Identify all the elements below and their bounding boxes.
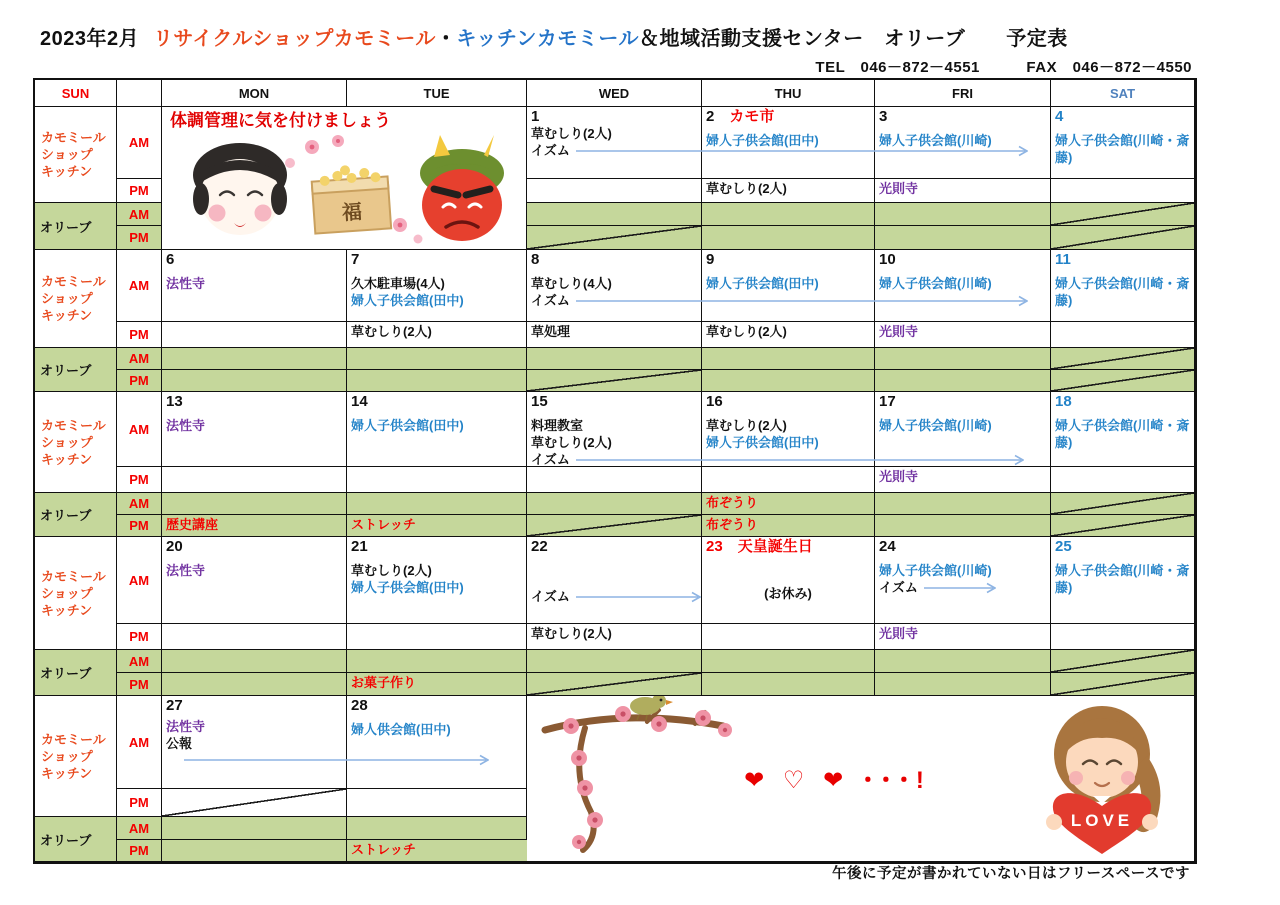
setsubun-illustration (162, 133, 520, 249)
schedule-entry: 法性寺 (166, 719, 206, 734)
date-number: 7 (351, 251, 360, 268)
calendar-cell-fri-am (875, 537, 1051, 624)
schedule-entry: 婦人子供会館(田中) (706, 435, 819, 450)
schedule-entry: 婦人子供会館(田中) (706, 276, 819, 291)
continuation-arrow-icon (924, 582, 996, 594)
date-number: 22 (531, 538, 548, 555)
title-shop1: リサイクルショップカモミール (153, 28, 436, 50)
calendar-cell-mon-oam (162, 650, 347, 673)
calendar-cell-tue-am (347, 250, 527, 322)
schedule-entry: 草むしり(4人) (531, 276, 612, 291)
date-number: 16 (706, 393, 723, 410)
calendar-cell-thu-am (702, 250, 875, 322)
day-header-thu: THU (702, 80, 875, 107)
calendar-cell-thu-am (702, 537, 875, 624)
date-number: 17 (879, 393, 896, 410)
calendar-cell-mon-opm (162, 515, 347, 537)
date-number: 28 (351, 697, 368, 714)
calendar-cell-sat-pm (1051, 322, 1195, 348)
calendar-cell-thu-pm (702, 624, 875, 650)
date-number: 15 (531, 393, 548, 410)
ampm-label: PM (117, 370, 162, 392)
schedule-entry: 婦人子供会館(川崎・斎藤) (1055, 133, 1190, 165)
title-rest: ＆地域活動支援センター オリーブ 予定表 (639, 28, 1068, 50)
bean-box-icon (311, 162, 391, 233)
calendar-cell-mon-pm (162, 624, 347, 650)
row-label-kamomile: カモミール ショップ キッチン (35, 250, 117, 348)
day-header-sat: SAT (1051, 80, 1195, 107)
schedule-entry: 光則寺 (879, 324, 919, 339)
schedule-entry: イズム (531, 451, 697, 468)
otafuku-face-icon (193, 143, 287, 235)
schedule-entry: 婦人子供会館(川崎・斎藤) (1055, 418, 1190, 450)
schedule-entry: 婦人子供会館(川崎) (879, 133, 992, 148)
calendar-cell-tue-pm (347, 789, 527, 817)
calendar-cell-wed-opm (527, 370, 702, 392)
ampm-label: PM (117, 624, 162, 650)
ampm-label: AM (117, 203, 162, 226)
calendar-cell-fri-pm (875, 179, 1051, 203)
schedule-entry: 法性寺 (166, 276, 206, 291)
calendar-cell-tue-pm (347, 467, 527, 493)
calendar-cell-sat-oam (1051, 650, 1195, 673)
calendar-cell-wed-oam (527, 348, 702, 370)
calendar-cell-mon-am (162, 696, 347, 789)
schedule-entry: 草むしり(2人) (351, 563, 432, 578)
schedule-entry: 光則寺 (879, 181, 919, 196)
calendar-cell-thu-opm (702, 515, 875, 537)
schedule-entry: 婦人子供会館(川崎) (879, 563, 992, 578)
calendar-cell-thu-oam (702, 650, 875, 673)
calendar-cell-tue-opm (347, 673, 527, 696)
schedule-entry: 草むしり(2人) (706, 181, 787, 196)
calendar-cell-wed-pm (527, 467, 702, 493)
schedule-entry: (お休み) (764, 586, 812, 601)
schedule-entry: ストレッチ (351, 517, 416, 532)
calendar-cell-fri-oam (875, 493, 1051, 515)
calendar-cell-thu-pm (702, 179, 875, 203)
calendar-cell-thu-opm (702, 673, 875, 696)
row-label-olive: オリーブ (35, 650, 117, 696)
calendar-cell-wed-am (527, 250, 702, 322)
day-header-mon: MON (162, 80, 347, 107)
calendar-cell-mon-am (162, 392, 347, 467)
date-number: 6 (166, 251, 175, 268)
day-header-wed: WED (527, 80, 702, 107)
continuation-arrow-icon (184, 754, 489, 766)
ampm-label: PM (117, 226, 162, 250)
calendar-cell-sat-pm (1051, 179, 1195, 203)
footer-note: 午後に予定が書かれていない日はフリースペースです (832, 866, 1190, 882)
calendar-cell-mon-am (162, 537, 347, 624)
schedule-entry: 草処理 (531, 324, 571, 339)
calendar-cell-sat-opm (1051, 515, 1195, 537)
date-number: 4 (1055, 108, 1064, 125)
continuation-arrow-icon (576, 295, 1028, 307)
calendar-cell-wed-pm (527, 322, 702, 348)
schedule-entry: 婦人子供会館(田中) (706, 133, 819, 148)
schedule-entry: 光則寺 (879, 469, 919, 484)
schedule-entry: 草むしり(2人) (531, 126, 612, 141)
title-month: 2023年2月 (40, 28, 140, 50)
calendar-cell-thu-pm (702, 322, 875, 348)
schedule-entry: 法性寺 (166, 563, 206, 578)
schedule-entry: 公報 (166, 736, 193, 751)
date-number: 14 (351, 393, 368, 410)
day-header-fri: FRI (875, 80, 1051, 107)
ampm-label: AM (117, 493, 162, 515)
row-label-kamomile: カモミール ショップ キッチン (35, 537, 117, 650)
date-number: 9 (706, 251, 715, 268)
date-number: 27 (166, 697, 183, 714)
row-label-olive: オリーブ (35, 493, 117, 537)
day-header-tue: TUE (347, 80, 527, 107)
date-number: 1 (531, 108, 540, 125)
calendar-cell-wed-pm (527, 179, 702, 203)
calendar-cell-fri-opm (875, 370, 1051, 392)
schedule-entry: 久木駐車場(4人) (351, 276, 445, 291)
date-number: 20 (166, 538, 183, 555)
calendar-cell-tue-am (347, 392, 527, 467)
date-number: 3 (879, 108, 888, 125)
day-header-sun: SUN (35, 80, 117, 107)
calendar-cell-tue-pm (347, 322, 527, 348)
calendar-cell-sat-am (1051, 392, 1195, 467)
calendar-cell-wed-am (527, 107, 702, 179)
calendar-cell-mon-oam (162, 348, 347, 370)
calendar-cell-wed-oam (527, 650, 702, 673)
calendar-cell-fri-am (875, 107, 1051, 179)
girl-with-heart-icon (1046, 706, 1160, 854)
schedule-entry: 草むしり(2人) (351, 324, 432, 339)
health-banner: 体調管理に気を付けましょう (170, 111, 391, 130)
ampm-label: PM (117, 322, 162, 348)
calendar-cell-tue-opm (347, 515, 527, 537)
calendar-cell-fri-opm (875, 673, 1051, 696)
schedule-entry: 婦人子供会館(川崎) (879, 276, 992, 291)
row-label-kamomile: カモミール ショップ キッチン (35, 107, 117, 203)
ampm-label: AM (117, 250, 162, 322)
calendar-cell-sat-opm (1051, 226, 1195, 250)
svg-text:❤ ♡ ❤ ･･･!: ❤ ♡ ❤ ･･･! (744, 767, 930, 794)
calendar-cell-fri-oam (875, 348, 1051, 370)
schedule-entry (166, 754, 342, 766)
schedule-entry: お菓子作り (351, 675, 417, 690)
continuation-arrow-icon (576, 454, 1024, 466)
calendar-cell-tue-oam (347, 348, 527, 370)
calendar-cell-sat-am (1051, 537, 1195, 624)
schedule-entry: 布ぞうり (706, 495, 759, 510)
calendar-cell-fri-opm (875, 515, 1051, 537)
schedule-entry: 草むしり(2人) (531, 626, 612, 641)
calendar-cell-wed-pm (527, 624, 702, 650)
schedule-entry: 法性寺 (166, 418, 206, 433)
calendar-cell-tue-opm (347, 840, 527, 862)
calendar-cell-tue-oam (347, 650, 527, 673)
calendar-cell-wed-oam (527, 493, 702, 515)
continuation-arrow-icon (576, 591, 701, 603)
calendar-cell-thu-pm (702, 467, 875, 493)
calendar-cell-fri-oam (875, 203, 1051, 226)
calendar-cell-mon-am (162, 250, 347, 322)
schedule-entry: イズム (531, 292, 697, 309)
title-shop2: キッチンカモミール (456, 28, 640, 50)
schedule-entry: 婦人子供会館(川崎・斎藤) (1055, 563, 1190, 595)
calendar-cell-fri-pm (875, 322, 1051, 348)
calendar-cell-fri-pm (875, 624, 1051, 650)
setsubun-cell (162, 107, 527, 250)
page-title (40, 22, 1068, 51)
calendar-cell-mon-pm (162, 322, 347, 348)
calendar-cell-fri-oam (875, 650, 1051, 673)
ampm-label: PM (117, 673, 162, 696)
calendar-cell-tue-am (347, 537, 527, 624)
schedule-entry: 布ぞうり (706, 517, 759, 532)
calendar-cell-sat-oam (1051, 203, 1195, 226)
schedule-entry: 婦人子供会館(田中) (351, 418, 464, 433)
schedule-entry: 料理教室 (531, 418, 584, 433)
calendar-cell-thu-am (702, 107, 875, 179)
calendar-cell-mon-pm (162, 467, 347, 493)
schedule-entry: イズム (531, 142, 697, 159)
row-label-kamomile: カモミール ショップ キッチン (35, 392, 117, 493)
calendar-cell-thu-oam (702, 348, 875, 370)
calendar-cell-tue-oam (347, 493, 527, 515)
svg-text:LOVE: LOVE (1070, 811, 1134, 830)
date-label: 天皇誕生日 (722, 538, 813, 555)
calendar-cell-thu-opm (702, 226, 875, 250)
calendar-cell-sat-oam (1051, 493, 1195, 515)
calendar-cell-mon-opm (162, 370, 347, 392)
ampm-label: PM (117, 179, 162, 203)
spring-cell (527, 696, 1195, 862)
ampm-label: AM (117, 650, 162, 673)
schedule-entry: 婦人子供会館(田中) (351, 293, 464, 308)
svg-text:福: 福 (341, 201, 363, 225)
schedule-entry: 婦人子供会館(川崎) (879, 418, 992, 433)
date-number: 23 天皇誕生日 (706, 538, 813, 555)
date-number: 25 (1055, 538, 1072, 555)
calendar-cell-sat-pm (1051, 624, 1195, 650)
schedule-entry: 婦人子供会館(川崎・斎藤) (1055, 276, 1190, 308)
date-number: 21 (351, 538, 368, 555)
ampm-label: AM (117, 348, 162, 370)
oni-face-icon (420, 135, 504, 241)
date-number: 18 (1055, 393, 1072, 410)
schedule-entry: 草むしり(2人) (531, 435, 612, 450)
tel-fax-line: TEL 046－872－4551 FAX 046－872－4550 (815, 59, 1192, 76)
row-label-olive: オリーブ (35, 348, 117, 392)
calendar-cell-wed-opm (527, 226, 702, 250)
schedule-table (33, 78, 1197, 864)
ampm-label: PM (117, 789, 162, 817)
calendar-cell-sat-am (1051, 107, 1195, 179)
ampm-label: PM (117, 467, 162, 493)
date-number: 24 (879, 538, 896, 555)
ampm-label: AM (117, 696, 162, 789)
row-label-olive: オリーブ (35, 817, 117, 862)
date-number: 10 (879, 251, 896, 268)
schedule-entry: 草むしり(2人) (706, 324, 787, 339)
calendar-cell-wed-oam (527, 203, 702, 226)
calendar-cell-tue-pm (347, 624, 527, 650)
calendar-cell-thu-oam (702, 203, 875, 226)
calendar-cell-fri-am (875, 250, 1051, 322)
row-label-kamomile: カモミール ショップ キッチン (35, 696, 117, 817)
schedule-entry: 草むしり(2人) (706, 418, 787, 433)
row-label-olive: オリーブ (35, 203, 117, 250)
date-number: 11 (1055, 251, 1071, 268)
calendar-cell-tue-am (347, 696, 527, 789)
schedule-entry: ストレッチ (351, 842, 416, 857)
schedule-entry: 婦人子供会館(田中) (351, 580, 464, 595)
calendar-cell-mon-oam (162, 817, 347, 840)
date-label: カモ市 (714, 108, 775, 125)
calendar-cell-sat-opm (1051, 370, 1195, 392)
calendar-cell-mon-pm (162, 789, 347, 817)
calendar-cell-wed-am (527, 392, 702, 467)
ampm-label: AM (117, 392, 162, 467)
ampm-label: PM (117, 515, 162, 537)
title-dot: ・ (435, 28, 457, 50)
date-number: 8 (531, 251, 540, 268)
ampm-label: AM (117, 537, 162, 624)
schedule-entry: イズム (879, 579, 1046, 596)
date-number: 2 カモ市 (706, 108, 775, 125)
calendar-cell-sat-oam (1051, 348, 1195, 370)
day-header-empty (117, 80, 162, 107)
schedule-entry: イズム (531, 588, 697, 605)
calendar-cell-mon-opm (162, 840, 347, 862)
spring-love-illustration (527, 696, 1191, 858)
calendar-cell-thu-opm (702, 370, 875, 392)
calendar-cell-tue-oam (347, 817, 527, 840)
plum-branch-icon (545, 696, 732, 850)
calendar-cell-fri-opm (875, 226, 1051, 250)
calendar-cell-wed-opm (527, 515, 702, 537)
calendar-cell-tue-opm (347, 370, 527, 392)
calendar-cell-sat-am (1051, 250, 1195, 322)
date-number: 13 (166, 393, 183, 410)
calendar-cell-fri-pm (875, 467, 1051, 493)
calendar-cell-mon-opm (162, 673, 347, 696)
ampm-label: PM (117, 840, 162, 862)
ampm-label: AM (117, 107, 162, 179)
calendar-cell-thu-oam (702, 493, 875, 515)
calendar-cell-wed-am (527, 537, 702, 624)
calendar-cell-wed-opm (527, 673, 702, 696)
calendar-cell-sat-pm (1051, 467, 1195, 493)
calendar-cell-mon-oam (162, 493, 347, 515)
schedule-entry: 光則寺 (879, 626, 919, 641)
schedule-entry: 婦人供会館(田中) (351, 722, 451, 737)
calendar-cell-sat-opm (1051, 673, 1195, 696)
schedule-entry: 歴史講座 (166, 517, 219, 532)
ampm-label: AM (117, 817, 162, 840)
